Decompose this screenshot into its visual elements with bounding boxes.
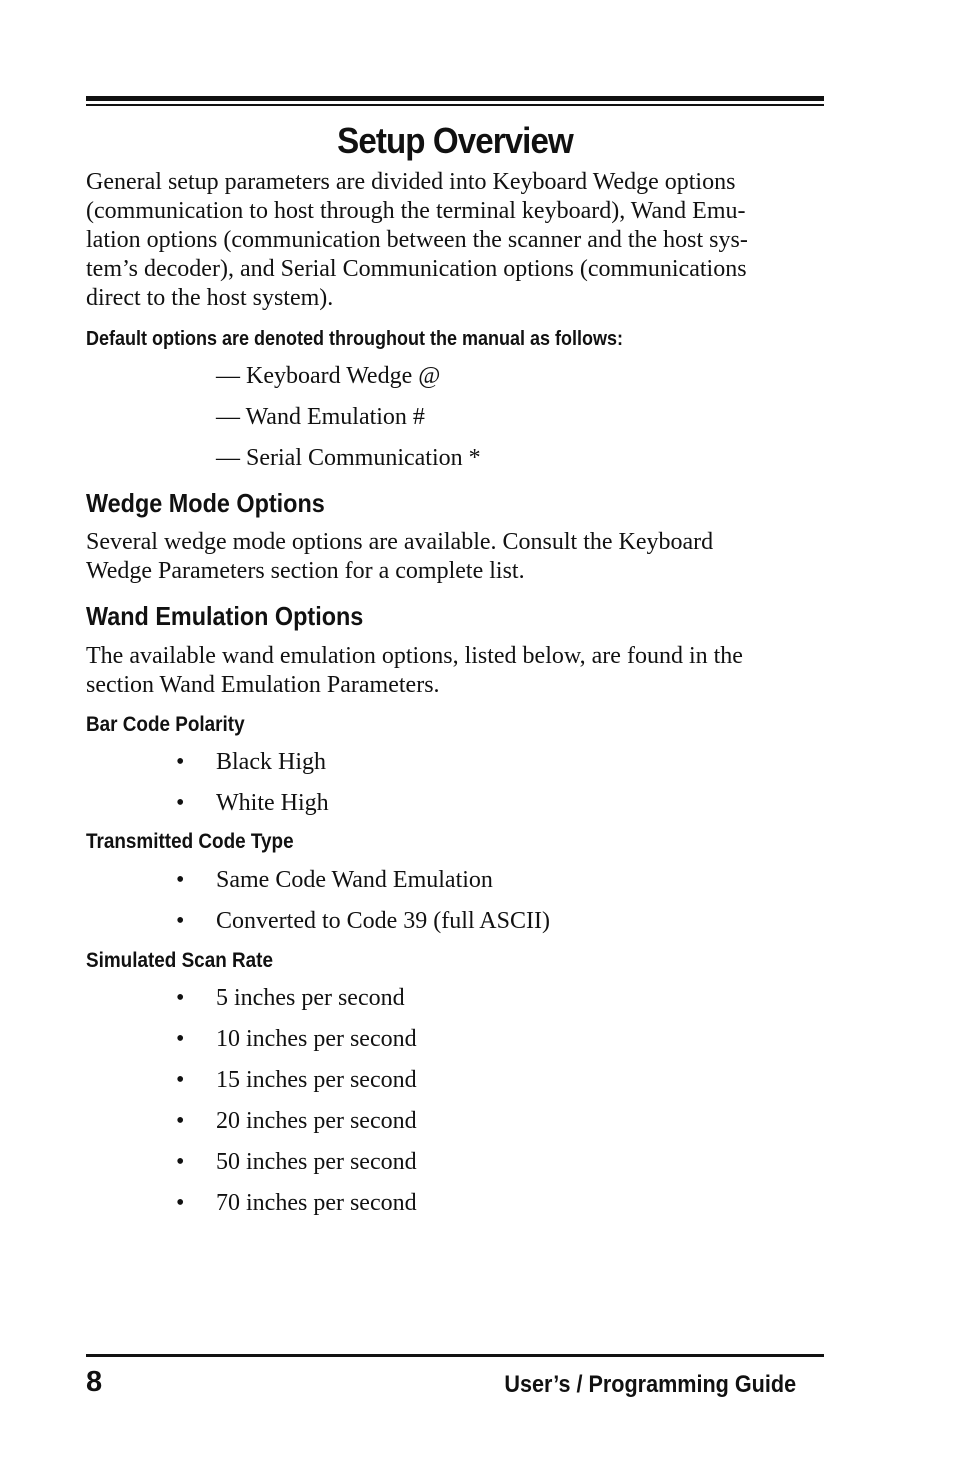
- wedge-line: Wedge Parameters section for a complete list.: [86, 558, 525, 584]
- bullet-icon: •: [176, 908, 185, 934]
- footer-guide-title: User’s / Programming Guide: [504, 1371, 796, 1398]
- wedge-line: Several wedge mode options are available. Consult the Keyboard: [86, 529, 714, 555]
- wand-line: section Wand Emulation Parameters.: [86, 672, 440, 698]
- legend-wand-emulation: — Wand Emulation #: [216, 404, 425, 430]
- top-rule-thick: [86, 96, 824, 101]
- top-rule-thin: [86, 104, 824, 106]
- legend-serial-communication: — Serial Communication *: [216, 445, 481, 471]
- bullet-icon: •: [176, 867, 185, 893]
- list-item: [176, 1107, 417, 1136]
- list-item: [176, 907, 550, 936]
- bullet-icon: •: [176, 790, 185, 816]
- list-item-label: 20 inches per second: [216, 1108, 417, 1134]
- list-item: [176, 1189, 417, 1218]
- wedge-mode-paragraph: [86, 528, 826, 586]
- list-item-label: Black High: [216, 749, 326, 775]
- bullet-icon: •: [176, 1026, 185, 1052]
- bullet-icon: •: [176, 1108, 185, 1134]
- simulated-scan-rate-heading: Simulated Scan Rate: [86, 949, 273, 972]
- list-item: [176, 984, 405, 1013]
- bullet-icon: •: [176, 985, 185, 1011]
- wand-emulation-heading: Wand Emulation Options: [86, 601, 364, 631]
- wedge-mode-heading: Wedge Mode Options: [86, 488, 325, 518]
- legend-keyboard-wedge: — Keyboard Wedge @: [216, 363, 441, 389]
- intro-line: tem’s decoder), and Serial Communication options (communications: [86, 256, 747, 282]
- list-item-label: 15 inches per second: [216, 1067, 417, 1093]
- list-item: [176, 866, 493, 895]
- bar-code-polarity-heading: Bar Code Polarity: [86, 713, 245, 736]
- list-item: [176, 1025, 417, 1054]
- transmitted-code-type-heading: Transmitted Code Type: [86, 830, 294, 853]
- list-item-label: Converted to Code 39 (full ASCII): [216, 908, 550, 934]
- list-item-label: 10 inches per second: [216, 1026, 417, 1052]
- list-item-label: Same Code Wand Emulation: [216, 867, 493, 893]
- default-options-note: Default options are denoted throughout the manual as follows:: [86, 328, 624, 350]
- bullet-icon: •: [176, 1067, 185, 1093]
- list-item-label: 70 inches per second: [216, 1190, 417, 1216]
- list-item: [176, 1066, 417, 1095]
- list-item: [176, 1148, 417, 1177]
- page-title: Setup Overview: [337, 120, 573, 161]
- intro-line: (communication to host through the terminal keyboard), Wand Emu-: [86, 198, 746, 224]
- intro-line: lation options (communication between the scanner and the host sys-: [86, 227, 748, 253]
- intro-line: General setup parameters are divided into Keyboard Wedge options: [86, 169, 736, 195]
- wand-emulation-paragraph: [86, 642, 826, 700]
- bullet-icon: •: [176, 1190, 185, 1216]
- list-item: [176, 789, 329, 818]
- list-item: [176, 748, 326, 777]
- list-item-label: White High: [216, 790, 329, 816]
- list-item-label: 5 inches per second: [216, 985, 405, 1011]
- bullet-icon: •: [176, 749, 185, 775]
- intro-paragraph: [86, 168, 826, 313]
- wand-line: The available wand emulation options, listed below, are found in the: [86, 643, 743, 669]
- list-item-label: 50 inches per second: [216, 1149, 417, 1175]
- footer-rule: [86, 1354, 824, 1357]
- intro-line: direct to the host system).: [86, 285, 334, 311]
- bullet-icon: •: [176, 1149, 185, 1175]
- page-number: 8: [86, 1366, 103, 1398]
